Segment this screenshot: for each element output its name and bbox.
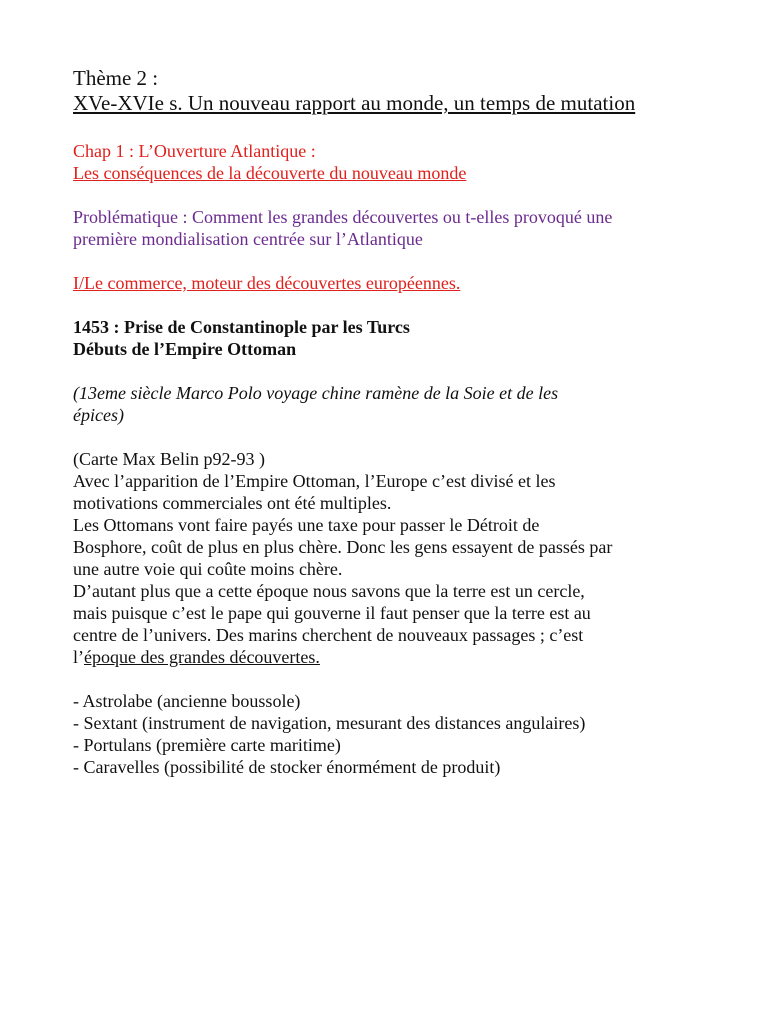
- instrument-item: - Caravelles (possibilité de stocker énormément de produit): [73, 757, 501, 777]
- body-line: Avec l’apparition de l’Empire Ottoman, l’Europe c’est divisé et les: [73, 471, 556, 491]
- theme-label: Thème 2 :: [73, 66, 159, 90]
- key-date-line-1: 1453 : Prise de Constantinople par les Turcs: [73, 317, 410, 337]
- chapter-subtitle: Les conséquences de la découverte du nouveau monde: [73, 163, 467, 183]
- key-date-line-2: Débuts de l’Empire Ottoman: [73, 339, 297, 359]
- problematique-line-1: Problématique : Comment les grandes découvertes ou t-elles provoqué une: [73, 207, 613, 227]
- body-last-line: [73, 646, 733, 668]
- document-page: [73, 66, 733, 778]
- body-line: centre de l’univers. Des marins cherchent de nouveaux passages ; c’est: [73, 625, 584, 645]
- chapter-label: Chap 1 : L’Ouverture Atlantique :: [73, 141, 316, 161]
- note-line-1: (13eme siècle Marco Polo voyage chine ramène de la Soie et de les: [73, 383, 559, 403]
- instrument-item: - Portulans (première carte maritime): [73, 735, 341, 755]
- body-line: Les Ottomans vont faire payés une taxe pour passer le Détroit de: [73, 515, 540, 535]
- body-line: une autre voie qui coûte moins chère.: [73, 559, 343, 579]
- body-last-underlined: époque des grandes découvertes.: [84, 647, 320, 667]
- body-line: mais puisque c’est le pape qui gouverne il faut penser que la terre est au: [73, 603, 591, 623]
- problematique-line-2: première mondialisation centrée sur l’Atlantique: [73, 229, 423, 249]
- note-line-2: épices): [73, 405, 124, 425]
- body-reference: (Carte Max Belin p92-93 ): [73, 449, 265, 469]
- body-line: D’autant plus que a cette époque nous savons que la terre est un cercle,: [73, 581, 585, 601]
- instrument-item: - Astrolabe (ancienne boussole): [73, 691, 301, 711]
- section-1-title: I/Le commerce, moteur des découvertes européennes.: [73, 273, 461, 293]
- body-last-prefix: l’: [73, 647, 84, 667]
- instrument-item: - Sextant (instrument de navigation, mesurant des distances angulaires): [73, 713, 586, 733]
- theme-title: XVe-XVIe s. Un nouveau rapport au monde, un temps de mutation: [73, 91, 636, 115]
- body-line: Bosphore, coût de plus en plus chère. Donc les gens essayent de passés par: [73, 537, 613, 557]
- body-line: motivations commerciales ont été multiples.: [73, 493, 392, 513]
